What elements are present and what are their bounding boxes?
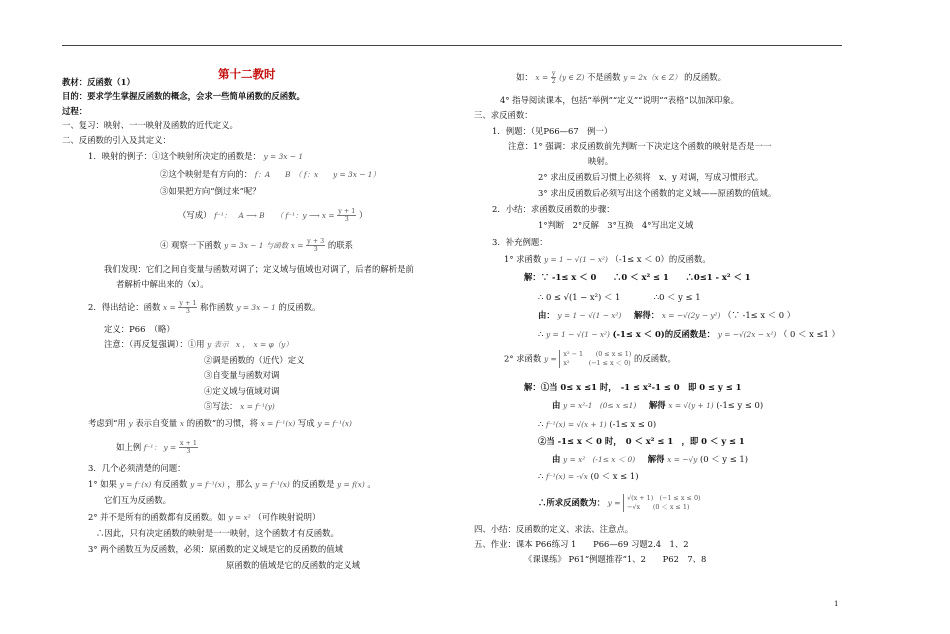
formula: f⁻¹(x) = √(x + 1) — [546, 420, 607, 429]
formula: f⁻¹： A ⟶ B （ f⁻¹：y ⟶ x = — [214, 211, 335, 220]
text: （写成） — [178, 210, 212, 220]
text: （ 0 ＜ x ≤1 ） — [779, 329, 840, 339]
text-line: 2° 求出反函数后习惯上必须将 x、y 对调，写成习惯形式。 — [538, 172, 764, 182]
text-line: 目的：要求学生掌握反函数的概念，会求一些简单函数的反函数。 — [62, 91, 305, 101]
text-line — [538, 494, 701, 512]
text-line: 《课课练》 P61“例题推荐”1、2 P62 7、8 — [524, 554, 707, 564]
text: （∵ -1≤ x ＜ 0 ） — [723, 310, 796, 320]
formula: x = −√(2y − y²) — [661, 311, 721, 320]
formula: y = 3x − 1 — [236, 303, 276, 312]
formula: y — [128, 419, 133, 428]
text-line: 1°判断 2°反解 3°互换 4°写出定义域 — [538, 220, 694, 230]
formula: x = f⁻¹(y) — [240, 402, 275, 411]
formula: y = −√(2x − x²) — [717, 330, 777, 339]
text-line: ③自变量与函数对调 — [204, 370, 280, 380]
formula: y = 1 − √(1 − x²) — [543, 255, 608, 264]
text: 如上例 — [116, 442, 142, 452]
text-line — [88, 479, 376, 490]
text: ） — [359, 210, 368, 220]
formula: f⁻¹： — [143, 443, 161, 452]
text-line — [88, 418, 352, 429]
formula: y = f⁻¹(x) — [190, 480, 225, 489]
formula: x = — [290, 241, 304, 250]
text: (0 ＜ y ≤ 1) — [700, 454, 748, 464]
text: 有反函数 — [153, 479, 188, 489]
text: （可作映射说明） — [253, 512, 321, 522]
text-line — [178, 208, 367, 223]
formula: f：A B （ f：x y = 3x − 1） — [254, 170, 380, 179]
text-line — [88, 512, 320, 523]
formula: f⁻¹(x) = -√x — [546, 472, 588, 481]
text-line — [538, 329, 840, 340]
text-line — [538, 310, 795, 321]
text-line: 二、反函数的引入及其定义： — [62, 135, 171, 145]
text: ②这个映射是有方向的： — [160, 169, 253, 179]
formula: y = f(x) — [337, 480, 365, 489]
text: ④ 观察一下函数 — [160, 240, 222, 250]
formula: y = f⁻¹(x) — [317, 419, 352, 428]
text: 的反函数是 — [292, 479, 335, 489]
text-line — [538, 471, 638, 482]
text-line: 3．补充例题： — [492, 237, 548, 247]
formula: x — [179, 419, 185, 428]
text-line: 我们发现：它们之间自变量与函数对调了；定义域与值域也对调了，后者的解析是前 — [104, 264, 414, 274]
text: 由 — [552, 454, 561, 464]
text-line: ②当 -1≤ x ＜ 0 时， 0 ＜ x² ≤ 1 ，即 0 ＜ y ≤ 1 — [538, 436, 745, 446]
text: 解得 — [648, 400, 666, 410]
piecewise-formula: x² − 1 (0 ≤ x ≤ 1) x² (−1 ≤ x ＜ 0) — [559, 350, 631, 368]
piecewise-formula: √(x + 1) (−1 ≤ x ≤ 0) −√x (0 ＜ x ≤ 1) — [623, 494, 700, 512]
text: (-1≤ x ≤ 0) — [609, 419, 657, 429]
text: 的反函数。 — [634, 353, 676, 364]
fraction: $\frac{y}{2}$ — [551, 69, 556, 85]
text-line: 一、复习：映射、一一映射及函数的近代定义。 — [62, 120, 238, 130]
formula: y = x² — [228, 513, 251, 522]
text-line: ③如果把方向“倒过来”呢？ — [160, 186, 261, 196]
text: 解得： — [633, 310, 660, 320]
text: (-1≤ y ≤ 0) — [716, 400, 764, 410]
text: ⑤写法： — [204, 401, 238, 411]
formula: y = — [543, 354, 557, 364]
text-line — [504, 350, 676, 368]
text: 2° 并不是所有的函数都有反函数。如 — [88, 512, 226, 522]
text: 的反函数。 — [278, 302, 321, 312]
text-line: 它们互为反函数。 — [104, 495, 171, 505]
text: 1° 如果 — [88, 479, 117, 489]
formula: y = 1 − √(1 − x²) — [557, 311, 622, 320]
formula: y = — [607, 498, 621, 508]
text-line: 三、求反函数： — [474, 110, 533, 120]
text: (0 ＜ x ≤ 1) — [590, 471, 639, 481]
formula: x = −√y — [667, 455, 698, 464]
text-line — [538, 419, 656, 430]
text: ，那么 — [227, 479, 253, 489]
text-line: 教材：反函数（1） — [62, 77, 135, 87]
formula: y = x²-1 (0≤ x ≤1) — [563, 401, 637, 410]
text-line: 4° 指导阅读课本，包括“举例”“定义”“说明”“表格”以加深印象。 — [500, 95, 740, 105]
formula: x = f⁻¹(x) — [260, 419, 296, 428]
page-number: 1 — [834, 600, 839, 608]
text: ∴所求反函数为： — [538, 497, 605, 508]
text: 表示自变量 — [135, 418, 178, 428]
formula: y = 2x（x ∈ Z） — [623, 73, 682, 82]
text-line: ④定义域与值域对调 — [204, 386, 280, 396]
text-line: 者解析中解出来的（x）。 — [116, 279, 209, 289]
text: 写成 — [297, 418, 315, 428]
text-line: 四、小结：反函数的定义、求法、注意点。 — [474, 524, 634, 534]
text-line: 原函数的值域是它的反函数的定义域 — [226, 560, 360, 570]
formula: y = f⁻(x) — [119, 480, 152, 489]
text: 的反函数。 — [684, 72, 726, 82]
text: 2° 求函数 — [504, 353, 542, 364]
text: （-1≤ x ＜ 0）的反函数。 — [610, 254, 711, 264]
fraction: $\frac{y + 1}{3}$ — [179, 299, 197, 315]
text: 称作函数 — [200, 302, 234, 312]
text: (-1≤ x ＜ 0)的反函数是： — [612, 329, 716, 339]
formula: x = — [163, 303, 176, 312]
text-line — [552, 454, 748, 465]
text: 由： — [538, 310, 555, 320]
text-line — [88, 300, 320, 315]
text-line: 五、作业：课本 P66练习 1 P66—69 习题2.4 1、2 — [474, 539, 689, 549]
text-line: 3．几个必须清楚的问题： — [88, 463, 186, 473]
text-line — [160, 169, 380, 180]
formula: y = f⁻¹(x) — [255, 480, 290, 489]
text: ∴ — [538, 471, 544, 481]
text-line: 3° 求出反函数后必须写出这个函数的定义域——原函数的值域。 — [538, 188, 777, 198]
text: 如： — [516, 72, 533, 82]
text-line — [516, 70, 726, 85]
text-line: 3° 两个函数互为反函数，必须：原函数的定义域是它的反函数的值域 — [88, 544, 344, 554]
text-line: 映射。 — [588, 156, 614, 166]
formula: x = — [535, 73, 549, 82]
formula: (y ∈ Z) — [559, 73, 585, 82]
fraction: $\frac{y + 3}{3}$ — [307, 237, 325, 253]
text-line — [160, 238, 353, 253]
text-line: ∴因此，只有决定函数的映射是一一映射，这个函数才有反函数。 — [96, 528, 339, 538]
text-line — [116, 440, 198, 455]
text: ∴ — [538, 419, 544, 429]
text: 。 — [367, 479, 376, 489]
text: 2．得出结论：函数 — [88, 302, 161, 312]
formula: y = 1 − √(1 − x²) — [546, 330, 610, 339]
text: 注意：（再反复强调）：①用 — [104, 339, 205, 349]
fraction: $\frac{y + 1}{3}$ — [338, 207, 356, 223]
text-line: 过程： — [62, 106, 88, 116]
text-line — [552, 400, 763, 411]
text-line: ∴ 0 ≤ √(1 − x²) ＜ 1 ∴0 ＜ y ≤ 1 — [538, 292, 701, 302]
text: 考虑到“用 — [88, 418, 126, 428]
text: ∴ — [538, 329, 544, 339]
formula: y = 3x − 1 与函数 — [223, 241, 289, 250]
text: 不是函数 — [587, 72, 621, 82]
text-line — [204, 401, 275, 412]
text: 由 — [552, 400, 561, 410]
fraction: $\frac{x + 1}{3}$ — [179, 439, 197, 455]
text-line: 2．小结：求函数反函数的步骤： — [492, 204, 615, 214]
text: 的函数”的习惯，将 — [186, 418, 258, 428]
formula: y = — [163, 443, 177, 452]
text-line — [504, 254, 711, 265]
text-line: ②调是函数的（近代）定义 — [204, 355, 305, 365]
formula: x = √(y + 1) — [668, 401, 714, 410]
text-line: 注意：1° 强调：求反函数前先判断一下决定这个函数的映射是否是一一 — [508, 141, 772, 151]
text: 解得 — [647, 454, 665, 464]
text: 1° 求函数 — [504, 254, 542, 264]
formula: y 表示 x ， x = φ（y） — [207, 340, 293, 349]
page-title: 第十二教时 — [218, 67, 276, 81]
text: 的联系 — [327, 240, 353, 250]
formula: y = x² (-1≤ x ＜ 0) — [563, 455, 636, 464]
header-rule — [62, 45, 842, 46]
text-line — [104, 339, 293, 350]
formula: y = 3x − 1 — [263, 152, 304, 161]
text-line: 解：∵ -1≤ x ＜ 0 ∴0 ＜ x² ≤ 1 ∴0≤1 - x² ＜ 1 — [524, 272, 751, 282]
text-line: 1．例题：（见P66—67 例一） — [492, 126, 613, 136]
text: 1．映射的例子：①这个映射所决定的函数是： — [88, 151, 261, 161]
text-line: 定义：P66 （略） — [104, 324, 175, 334]
text-line — [88, 151, 303, 162]
text-line: 解：①当 0≤ x ≤1 时， -1 ≤ x²-1 ≤ 0 即 0 ≤ y ≤ 1 — [524, 382, 742, 392]
